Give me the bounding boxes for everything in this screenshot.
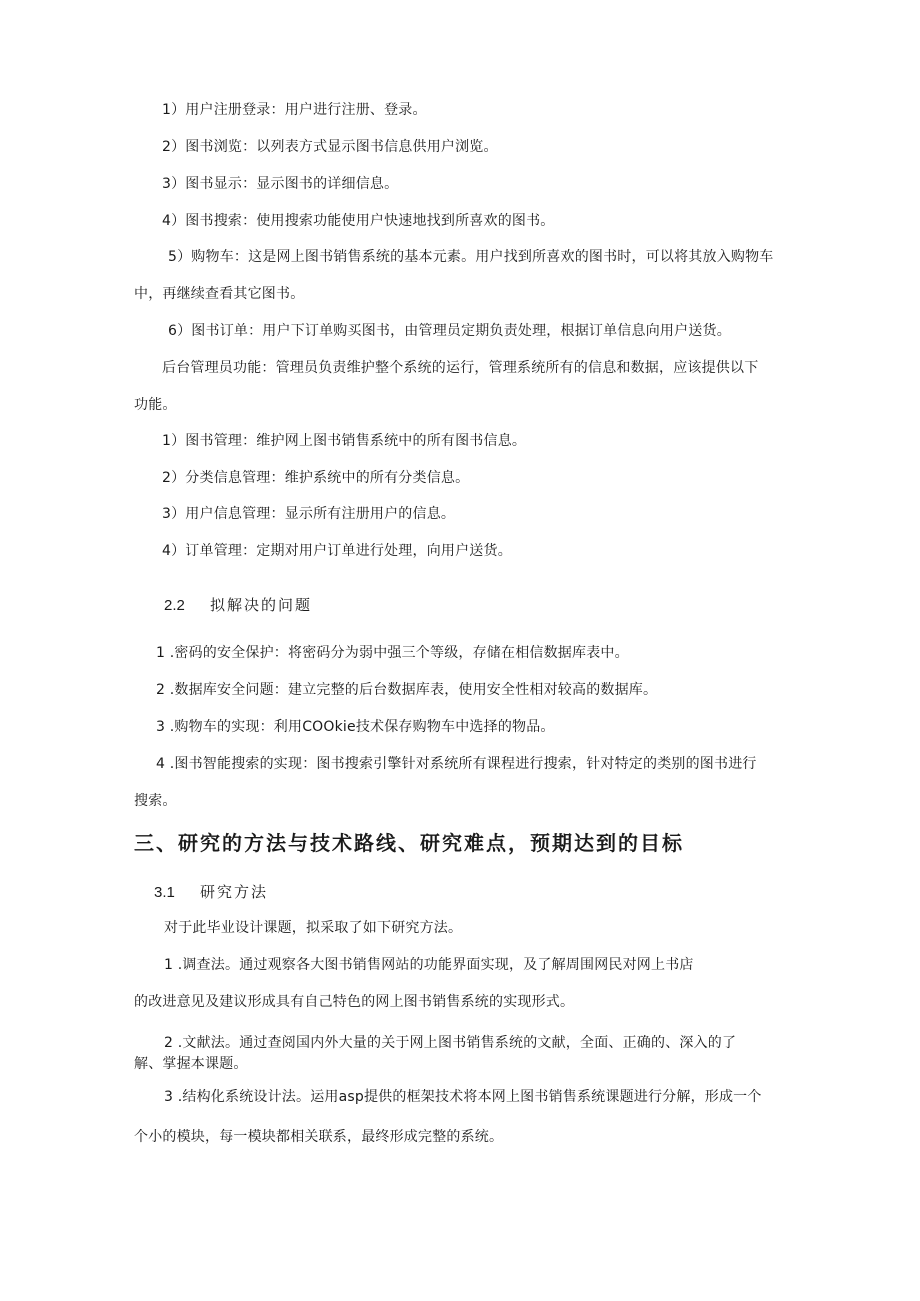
feature-book-display: 3）图书显示：显示图书的详细信息。 [162, 176, 399, 192]
admin-category-manage: 2）分类信息管理：维护系统中的所有分类信息。 [162, 470, 470, 486]
problem-item-4-line1: 4 .图书智能搜索的实现：图书搜索引擎针对系统所有课程进行搜索，针对特定的类别的图书进行 [156, 756, 757, 772]
chapter-heading-3: 三、研究的方法与技术路线、研究难点，预期达到的目标 [134, 831, 684, 855]
method-3-line2: 个小的模块，每一模块都相关联系，最终形成完整的系统。 [134, 1129, 504, 1145]
problem-item-2: 2 .数据库安全问题：建立完整的后台数据库表，使用安全性相对较高的数据库。 [156, 682, 658, 698]
problem-item-3: 3 .购物车的实现：利用COOkie技术保存购物车中选择的物品。 [156, 719, 555, 735]
feature-book-browse: 2）图书浏览：以列表方式显示图书信息供用户浏览。 [162, 139, 498, 155]
method-3-line1: 3 .结构化系统设计法。运用asp提供的框架技术将本网上图书销售系统课题进行分解，形成一个 [164, 1089, 762, 1105]
feature-cart-line2: 中，再继续查看其它图书。 [134, 286, 305, 302]
method-intro: 对于此毕业设计课题，拟采取了如下研究方法。 [164, 920, 463, 936]
admin-order-manage: 4）订单管理：定期对用户订单进行处理，向用户送货。 [162, 543, 512, 559]
section-title: 拟解决的问题 [210, 596, 313, 614]
admin-intro-line1: 后台管理员功能：管理员负责维护整个系统的运行，管理系统所有的信息和数据，应该提供以下 [162, 360, 759, 376]
section-heading-3-1 [154, 881, 268, 904]
problem-item-4-line2: 搜索。 [134, 793, 177, 809]
admin-book-manage: 1）图书管理：维护网上图书销售系统中的所有图书信息。 [162, 433, 527, 449]
admin-user-manage: 3）用户信息管理：显示所有注册用户的信息。 [162, 506, 456, 522]
section-title: 研究方法 [200, 883, 269, 901]
method-1-line2: 的改进意见及建议形成具有自己特色的网上图书销售系统的实现形式。 [134, 994, 575, 1010]
feature-book-search: 4）图书搜索：使用搜索功能使用户快速地找到所喜欢的图书。 [162, 213, 555, 229]
admin-intro-line2: 功能。 [134, 397, 177, 413]
feature-register-login: 1）用户注册登录：用户进行注册、登录。 [162, 102, 427, 118]
method-2-line1: 2 .文献法。通过查阅国内外大量的关于网上图书销售系统的文献，全面、正确的、深入的了 [164, 1035, 737, 1051]
section-number: 2.2 [164, 597, 185, 614]
feature-cart-line1: 5）购物车：这是网上图书销售系统的基本元素。用户找到所喜欢的图书时，可以将其放入购物车 [168, 249, 774, 265]
section-number: 3.1 [154, 884, 175, 901]
problem-item-1: 1 .密码的安全保护：将密码分为弱中强三个等级，存储在相信数据库表中。 [156, 645, 629, 661]
section-heading-2-2 [164, 594, 312, 617]
feature-book-order: 6）图书订单：用户下订单购买图书，由管理员定期负责处理，根据订单信息向用户送货。 [168, 323, 731, 339]
method-2-line2: 解、掌握本课题。 [134, 1056, 248, 1072]
method-1-line1: 1 .调查法。通过观察各大图书销售网站的功能界面实现，及了解周围网民对网上书店 [164, 957, 694, 973]
